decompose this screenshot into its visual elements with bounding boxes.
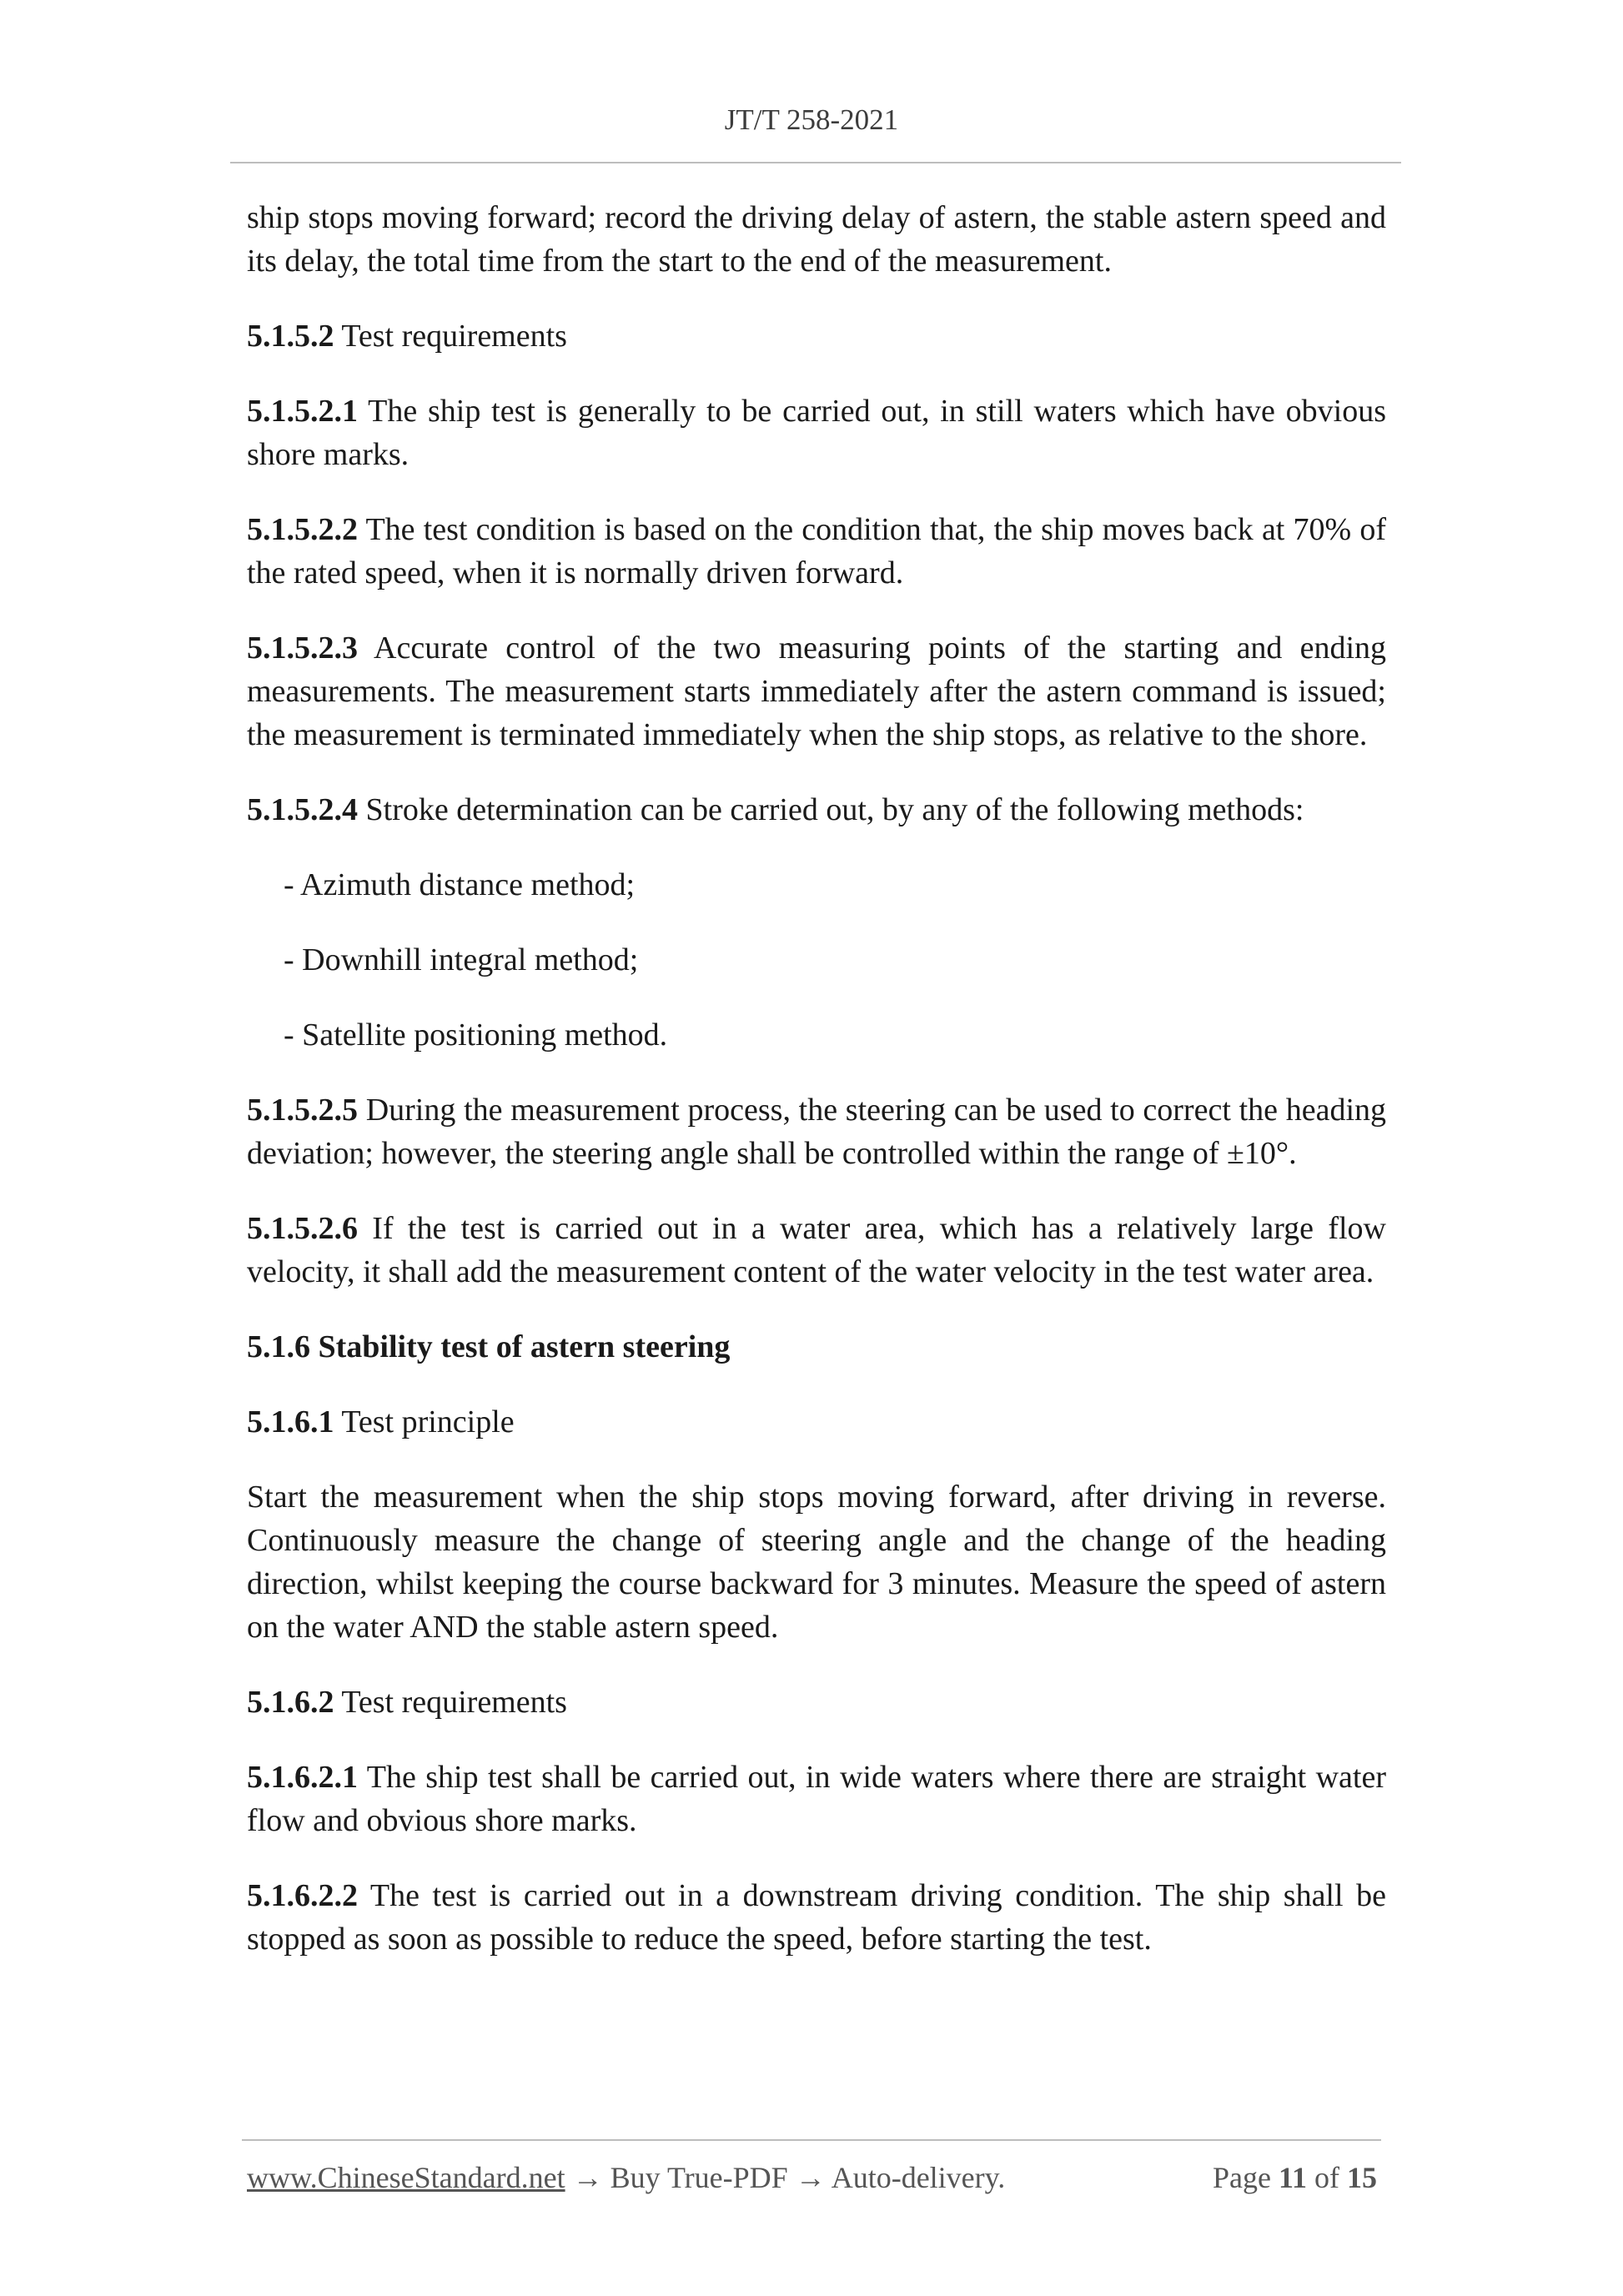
- clause-number: 5.1.6.2: [247, 1685, 334, 1720]
- clause-number: 5.1.5.2.1: [247, 394, 358, 429]
- document-id: JT/T 258-2021: [724, 103, 899, 136]
- delivery-text: Auto-delivery.: [825, 2161, 1006, 2194]
- list-item: - Azimuth distance method;: [284, 867, 636, 902]
- buy-text: Buy True-PDF: [602, 2161, 796, 2194]
- header-divider: [230, 162, 1401, 163]
- clause-number: 5.1.5.2.3: [247, 631, 358, 666]
- clause-5-1-6-2: [247, 1681, 1386, 1724]
- clause-text: Stroke determination can be carried out, by any of the following methods:: [358, 792, 1304, 827]
- clause-number: 5.1.5.2.5: [247, 1093, 358, 1128]
- clause-text: The ship test shall be carried out, in wide waters where there are straight water flow and obvious shore marks.: [247, 1760, 1386, 1838]
- clause-number: 5.1.6.1: [247, 1404, 334, 1439]
- clause-text: During the measurement process, the steering can be used to correct the heading deviation; however, the steering angle shall be controlled within the range of ±10°.: [247, 1093, 1386, 1171]
- clause-5-1-5-2-4: [247, 788, 1386, 831]
- of-label: of: [1314, 2161, 1339, 2194]
- clause-number: 5.1.6.2.2: [247, 1878, 358, 1913]
- section-heading: 5.1.6 Stability test of astern steering: [247, 1329, 731, 1364]
- clause-text: Accurate control of the two measuring points of the starting and ending measurements. The measurement starts immediately after the astern command is issued; the measurement is terminated immediately when the ship stops, as relative to the shore.: [247, 631, 1386, 752]
- clause-number: 5.1.5.2.2: [247, 512, 358, 547]
- clause-5-1-6-2-2: [247, 1874, 1386, 1961]
- clause-5-1-5-2-2: [247, 508, 1386, 595]
- clause-5-1-5-2-3: [247, 626, 1386, 756]
- clause-number: 5.1.5.2.6: [247, 1211, 358, 1246]
- clause-number: 5.1.5.2.4: [247, 792, 358, 827]
- clause-text: Test requirements: [334, 1685, 567, 1720]
- clause-number: 5.1.5.2: [247, 319, 334, 354]
- page-label: Page: [1213, 2161, 1271, 2194]
- paragraph-text: ship stops moving forward; record the driving delay of astern, the stable astern speed and its delay, the total time from the start to the end of the measurement.: [247, 200, 1386, 279]
- page-number: 11: [1278, 2161, 1307, 2194]
- page-total: 15: [1347, 2161, 1377, 2194]
- clause-5-1-6-1: [247, 1400, 1386, 1444]
- clause-text: If the test is carried out in a water area, which has a relatively large flow velocity, it shall add the measurement content of the water velocity in the test water area.: [247, 1211, 1386, 1289]
- clause-text: The ship test is generally to be carried out, in still waters which have obvious shore marks.: [247, 394, 1386, 472]
- document-body: [247, 196, 1386, 1992]
- clause-5-1-5-2: [247, 314, 1386, 358]
- clause-text: The test condition is based on the condition that, the ship moves back at 70% of the rated speed, when it is normally driven forward.: [247, 512, 1386, 590]
- list-item: - Satellite positioning method.: [284, 1017, 668, 1053]
- clause-text: The test is carried out in a downstream driving condition. The ship shall be stopped as soon as possible to reduce the speed, before starting the test.: [247, 1878, 1386, 1957]
- website-link[interactable]: www.ChineseStandard.net: [247, 2161, 565, 2194]
- paragraph: [247, 196, 1386, 283]
- paragraph-text: Start the measurement when the ship stops moving forward, after driving in reverse. Continuously measure the change of steering angle and the change of the heading direction, whilst keeping the course backward for 3 minutes. Measure the speed of astern on the water AND the stable astern speed.: [247, 1480, 1386, 1645]
- page-footer: [247, 2160, 1377, 2195]
- list-item: - Downhill integral method;: [284, 942, 639, 977]
- clause-5-1-5-2-1: [247, 389, 1386, 476]
- footer-divider: [242, 2139, 1381, 2141]
- arrow-right-icon: →: [795, 2161, 826, 2194]
- paragraph: [247, 1475, 1386, 1649]
- footer-left: [247, 2160, 1005, 2195]
- page-indicator: [1213, 2160, 1377, 2195]
- clause-5-1-6-2-1: [247, 1756, 1386, 1842]
- clause-text: Test principle: [334, 1404, 515, 1439]
- arrow-right-icon: →: [572, 2161, 603, 2194]
- clause-text: Test requirements: [334, 319, 567, 354]
- clause-number: 5.1.6.2.1: [247, 1760, 358, 1795]
- clause-5-1-5-2-5: [247, 1088, 1386, 1175]
- clause-5-1-5-2-6: [247, 1207, 1386, 1294]
